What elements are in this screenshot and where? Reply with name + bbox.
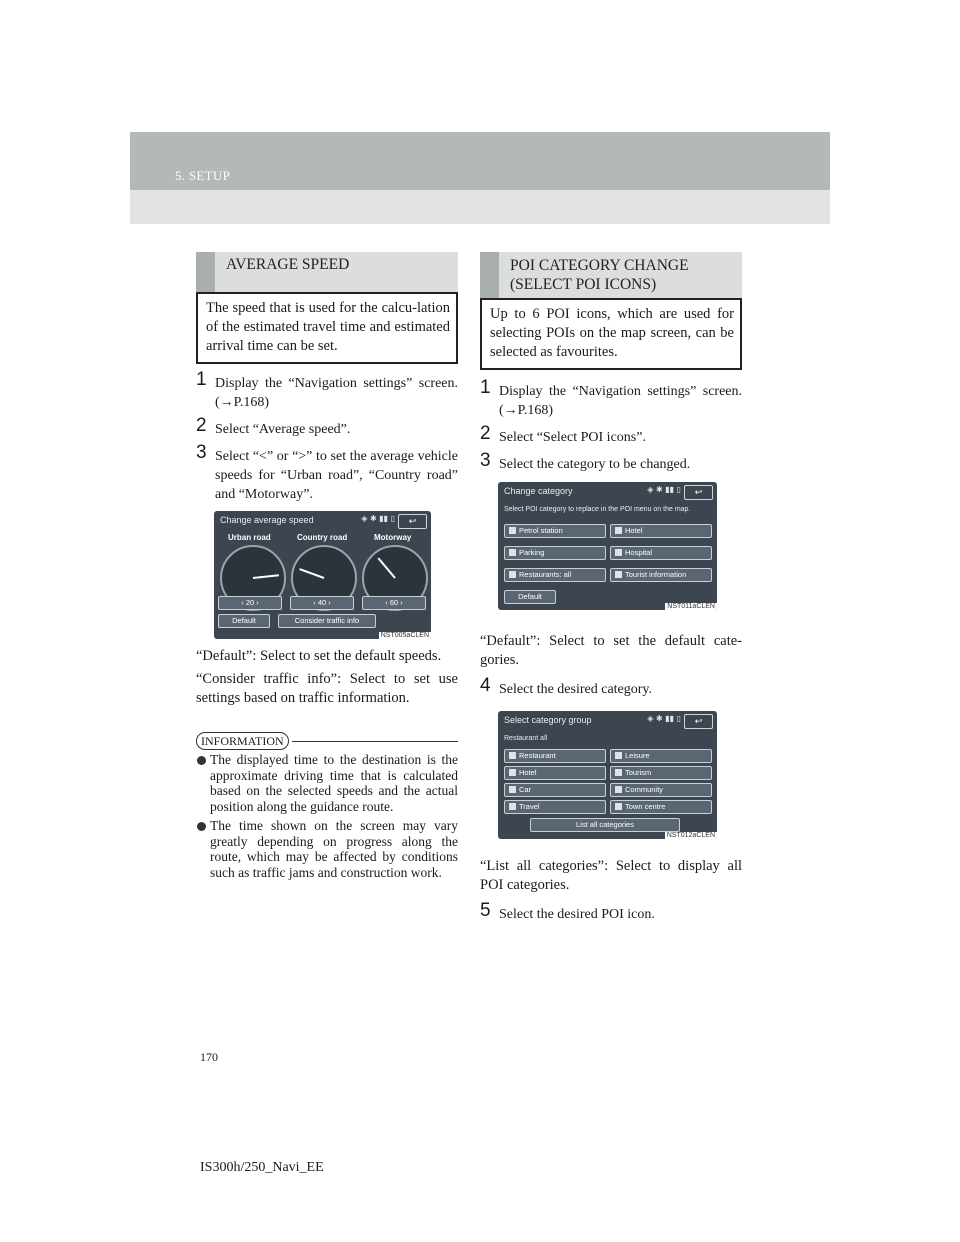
status-icons: ◈ ✱ ▮▮ ▯ — [647, 714, 681, 723]
default-button[interactable]: Default — [218, 614, 270, 628]
category-button[interactable]: Restaurants: all — [504, 568, 606, 582]
average-speed-screen — [214, 511, 431, 639]
group-button[interactable]: Town centre — [610, 800, 712, 814]
screen-subtitle: Restaurant all — [504, 735, 548, 742]
step: 1 Display the “Navigation settings” screen. (→P.168) — [196, 369, 458, 410]
motorway-speed-stepper[interactable]: ‹ 60 › — [362, 596, 426, 610]
group-button[interactable]: Leisure — [610, 749, 712, 763]
group-button[interactable]: Community — [610, 783, 712, 797]
change-category-screen — [498, 482, 717, 610]
step: 3 Select the category to be changed. — [480, 450, 691, 472]
note-default: “Default”: Select to set the default speeds. — [196, 648, 442, 664]
section-heading — [196, 252, 458, 292]
screen-title: Change average speed — [220, 515, 314, 525]
screen-title: Change category — [504, 486, 573, 496]
back-button[interactable]: ↩ — [398, 514, 427, 529]
step: 4 Select the desired category. — [480, 675, 653, 697]
image-code: NST011aCLEN — [667, 603, 715, 610]
screen-subtitle: Select POI category to replace in the POI menu on the map. — [504, 506, 691, 513]
step: 2 Select “Average speed”. — [196, 415, 351, 437]
step: 2 Select “Select POI icons”. — [480, 423, 646, 445]
step: 1 Display the “Navigation settings” screen. (→P.168) — [480, 377, 742, 418]
info-bullet: The displayed time to the destination is the approximate driving time that is calculated based on the selected speeds and the actual position along the guidance route. — [196, 752, 458, 814]
group-button[interactable]: Restaurant — [504, 749, 606, 763]
category-button[interactable]: Tourist information — [610, 568, 712, 582]
group-button[interactable]: Travel — [504, 800, 606, 814]
category-button[interactable]: Hospital — [610, 546, 712, 560]
category-button[interactable]: Hotel — [610, 524, 712, 538]
image-code: NST005aCLEN — [380, 632, 429, 639]
note-traffic: “Consider traffic info”: Select to set use settings based on traffic information. — [196, 671, 458, 706]
list-all-categories-button[interactable]: List all categories — [530, 818, 680, 832]
back-button[interactable]: ↩ — [684, 485, 713, 500]
status-icons: ◈ ✱ ▮▮ ▯ — [647, 485, 681, 494]
information-block — [196, 732, 458, 880]
gauge-label-country: Country road — [297, 533, 348, 542]
screen-title: Select category group — [504, 715, 592, 725]
urban-speed-stepper[interactable]: ‹ 20 › — [218, 596, 282, 610]
page-number: 170 — [200, 1050, 218, 1064]
header-subband — [130, 190, 830, 224]
select-category-group-screen — [498, 711, 717, 839]
intro-box: Up to 6 POI icons, which are used for selecting POIs on the map screen, can be selected as favourites. — [480, 298, 742, 370]
gauge-label-motorway: Motorway — [374, 533, 412, 542]
header-band — [130, 132, 830, 190]
heading-text: AVERAGE SPEED — [226, 256, 350, 273]
left-column — [196, 252, 458, 880]
default-button[interactable]: Default — [504, 590, 556, 604]
image-code: NST012aCLEN — [666, 832, 715, 839]
section-title: 5. SETUP — [175, 168, 231, 183]
info-bullet: The time shown on the screen may vary greatly depending on progress along the route, which may be affected by conditions such as traffic jams and construction work. — [196, 818, 458, 880]
information-label: INFORMATION — [196, 732, 289, 750]
heading-text: POI CATEGORY CHANGE (SELECT POI ICONS) — [510, 257, 689, 293]
group-button[interactable]: Tourism — [610, 766, 712, 780]
back-button[interactable]: ↩ — [684, 714, 713, 729]
category-button[interactable]: Petrol station — [504, 524, 606, 538]
intro-box: The speed that is used for the calcu-lation of the estimated travel time and estimated arrival time can be set. — [196, 292, 458, 364]
right-column — [480, 252, 742, 924]
gauge-label-urban: Urban road — [228, 533, 271, 542]
footer-text: IS300h/250_Navi_EE — [200, 1160, 324, 1175]
note-default: “Default”: Select to set the default cate-gories. — [480, 633, 742, 668]
consider-traffic-button[interactable]: Consider traffic info — [278, 614, 376, 628]
category-button[interactable]: Parking — [504, 546, 606, 560]
step: 3 Select “<” or “>” to set the average vehicle speeds for “Urban road”, “Country road” and “Motorway”. — [196, 442, 458, 502]
group-button[interactable]: Car — [504, 783, 606, 797]
note-list: “List all categories”: Select to display all POI categories. — [480, 858, 742, 893]
group-button[interactable]: Hotel — [504, 766, 606, 780]
status-icons: ◈ ✱ ▮▮ ▯ — [361, 514, 395, 523]
section-heading — [480, 252, 742, 298]
step: 5 Select the desired POI icon. — [480, 900, 655, 922]
country-speed-stepper[interactable]: ‹ 40 › — [290, 596, 354, 610]
